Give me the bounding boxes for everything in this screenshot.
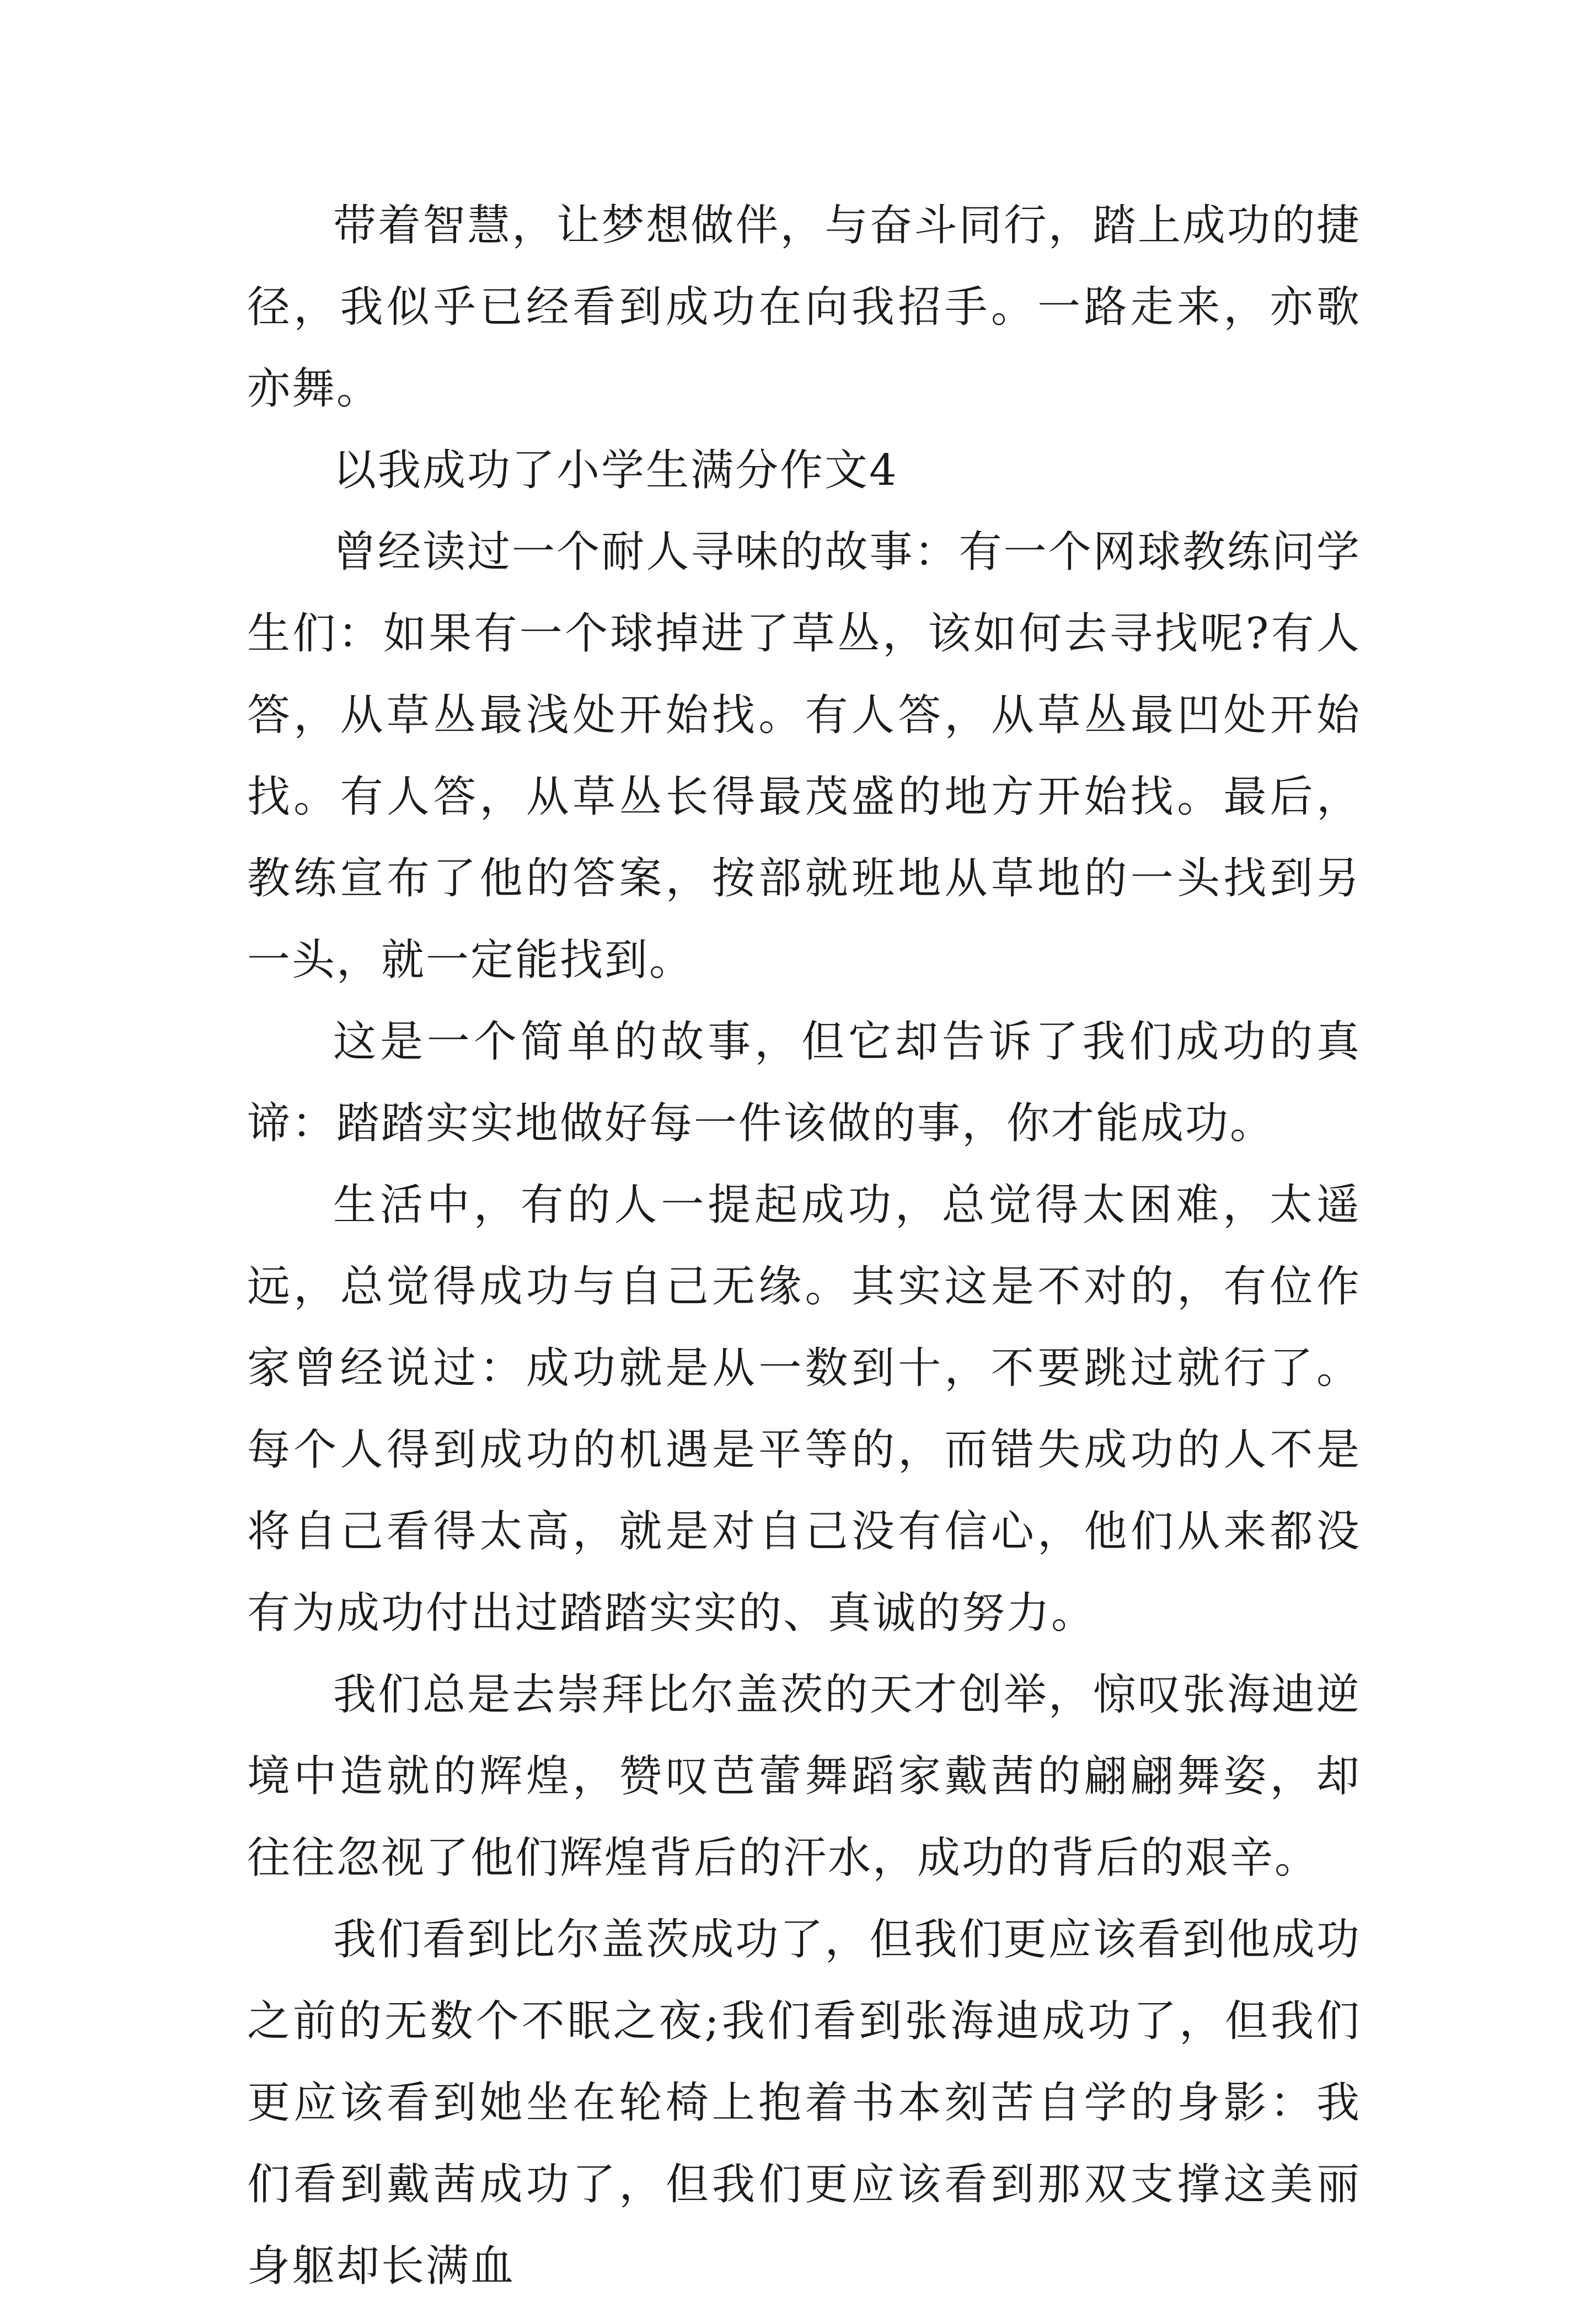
document-body [247,185,1361,2307]
paragraph: 这是一个简单的故事，但它却告诉了我们成功的真谛：踏踏实实地做好每一件该做的事，你才能成功。 [247,1017,1361,1148]
paragraph: 带着智慧，让梦想做伴，与奋斗同行，踏上成功的捷径，我似乎已经看到成功在向我招手。一路走来，亦歌亦舞。 [247,201,1361,414]
section-heading: 以我成功了小学生满分作文4 [333,446,898,495]
paragraph: 曾经读过一个耐人寻味的故事：有一个网球教练问学生们：如果有一个球掉进了草丛，该如何去寻找呢?有人答，从草丛最浅处开始找。有人答，从草丛最凹处开始找。有人答，从草丛长得最茂盛的地方开始找。最后，教练宣布了他的答案，按部就班地从草地的一头找到另一头，就一定能找到。 [247,527,1361,985]
paragraph: 我们总是去崇拜比尔盖茨的天才创举，惊叹张海迪逆境中造就的辉煌，赞叹芭蕾舞蹈家戴茜的翩翩舞姿，却往往忽视了他们辉煌背后的汗水，成功的背后的艰辛。 [247,1670,1361,1883]
paragraph: 生活中，有的人一提起成功，总觉得太困难，太遥远，总觉得成功与自己无缘。其实这是不对的，有位作家曾经说过：成功就是从一数到十，不要跳过就行了。每个人得到成功的机遇是平等的，而错失成功的人不是将自己看得太高，就是对自己没有信心，他们从来都没有为成功付出过踏踏实实的、真诚的努力。 [247,1180,1361,1638]
paragraph: 我们看到比尔盖茨成功了，但我们更应该看到他成功之前的无数个不眠之夜;我们看到张海迪成功了，但我们更应该看到她坐在轮椅上抱着书本刻苦自学的身影：我们看到戴茜成功了，但我们更应该看到那双支撑这美丽身躯却长满血 [247,1915,1361,2291]
